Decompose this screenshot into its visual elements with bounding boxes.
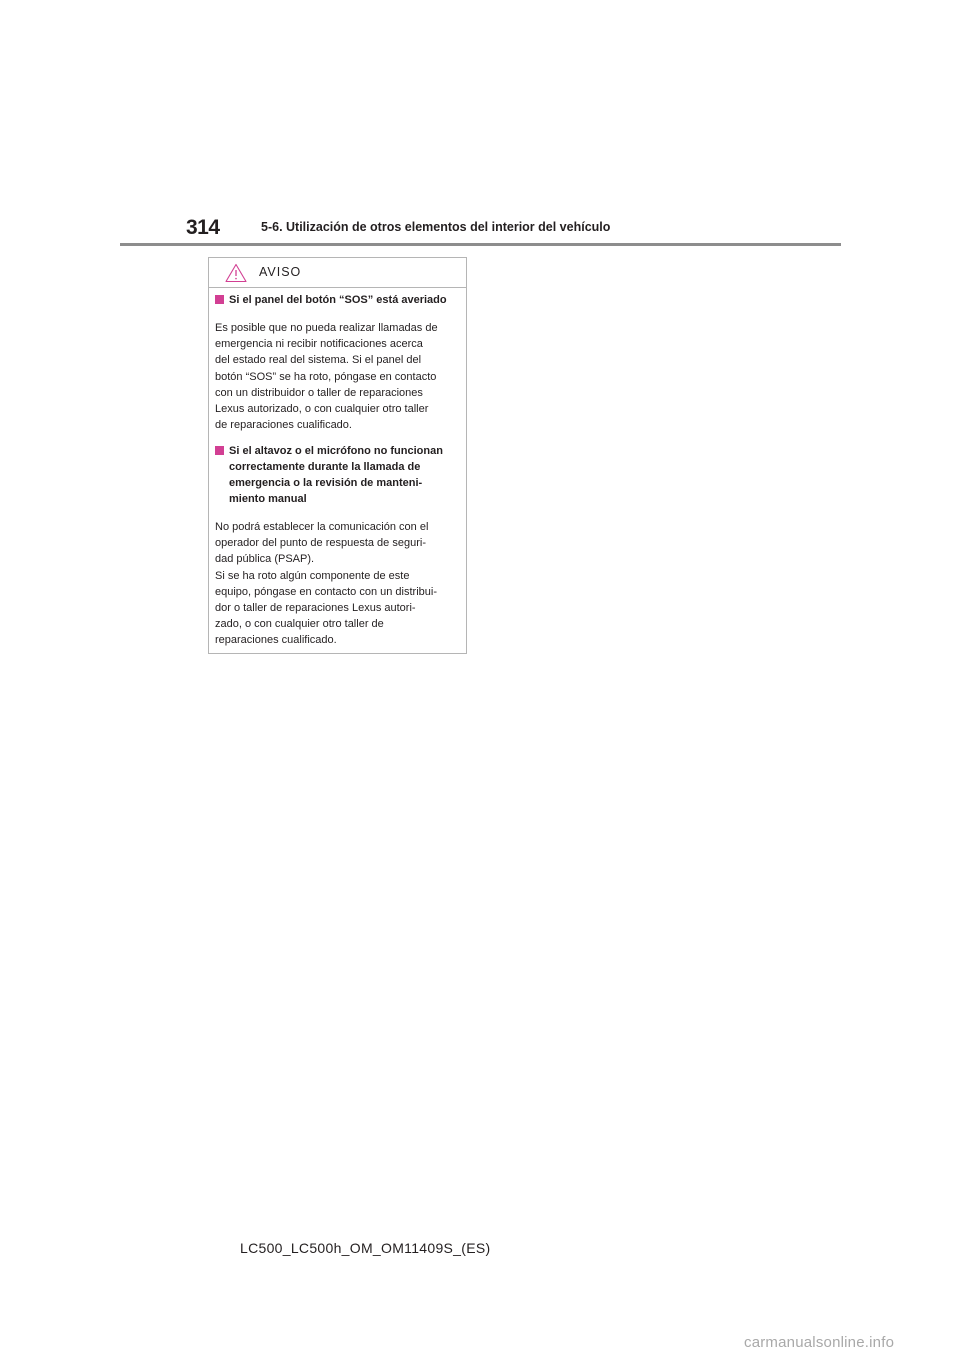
heading-line: miento manual [229, 493, 307, 505]
document-code: LC500_LC500h_OM_OM11409S_(ES) [240, 1240, 491, 1256]
item-heading-text [229, 292, 461, 308]
heading-line: correctamente durante la llamada de [229, 461, 421, 473]
header-divider [120, 243, 841, 246]
heading-line: emergencia o la revisión de manteni- [229, 477, 423, 489]
warning-header [209, 258, 466, 288]
body-line: equipo, póngase en contacto con un distribui- [215, 585, 437, 598]
watermark-link[interactable]: carmanualsonline.info [744, 1334, 895, 1351]
item-body [215, 519, 463, 649]
warning-triangle-icon [225, 263, 247, 283]
body-line: operador del punto de respuesta de seguri- [215, 537, 426, 550]
bullet-square-icon [215, 295, 224, 304]
page-number: 314 [186, 216, 220, 239]
body-line: Lexus autorizado, o con cualquier otro taller [215, 403, 429, 416]
bullet-square-icon [215, 446, 224, 455]
item-heading-text [229, 443, 461, 507]
item-body [215, 320, 463, 433]
body-line: Si se ha roto algún componente de este [215, 569, 410, 582]
heading-line: Si el panel del botón “SOS” está averiado [229, 294, 447, 306]
section-title: 5-6. Utilización de otros elementos del interior del vehículo [261, 220, 611, 234]
heading-line: Si el altavoz o el micrófono no funcionan [229, 445, 443, 457]
body-line: con un distribuidor o taller de reparaciones [215, 386, 423, 399]
body-line: de reparaciones cualificado. [215, 419, 352, 432]
body-line: dad pública (PSAP). [215, 553, 315, 566]
body-line: Es posible que no pueda realizar llamadas de [215, 322, 438, 334]
body-line: dor o taller de reparaciones Lexus autori- [215, 602, 416, 615]
body-line: zado, o con cualquier otro taller de [215, 618, 384, 631]
warning-box [208, 257, 467, 654]
body-line: No podrá establecer la comunicación con el [215, 521, 429, 533]
body-line: del estado real del sistema. Si el panel del [215, 354, 422, 367]
warning-label: AVISO [259, 265, 302, 279]
body-line: emergencia ni recibir notificaciones acerca [215, 338, 423, 351]
body-line: botón “SOS” se ha roto, póngase en contacto [215, 370, 437, 383]
body-line: reparaciones cualificado. [215, 634, 337, 647]
